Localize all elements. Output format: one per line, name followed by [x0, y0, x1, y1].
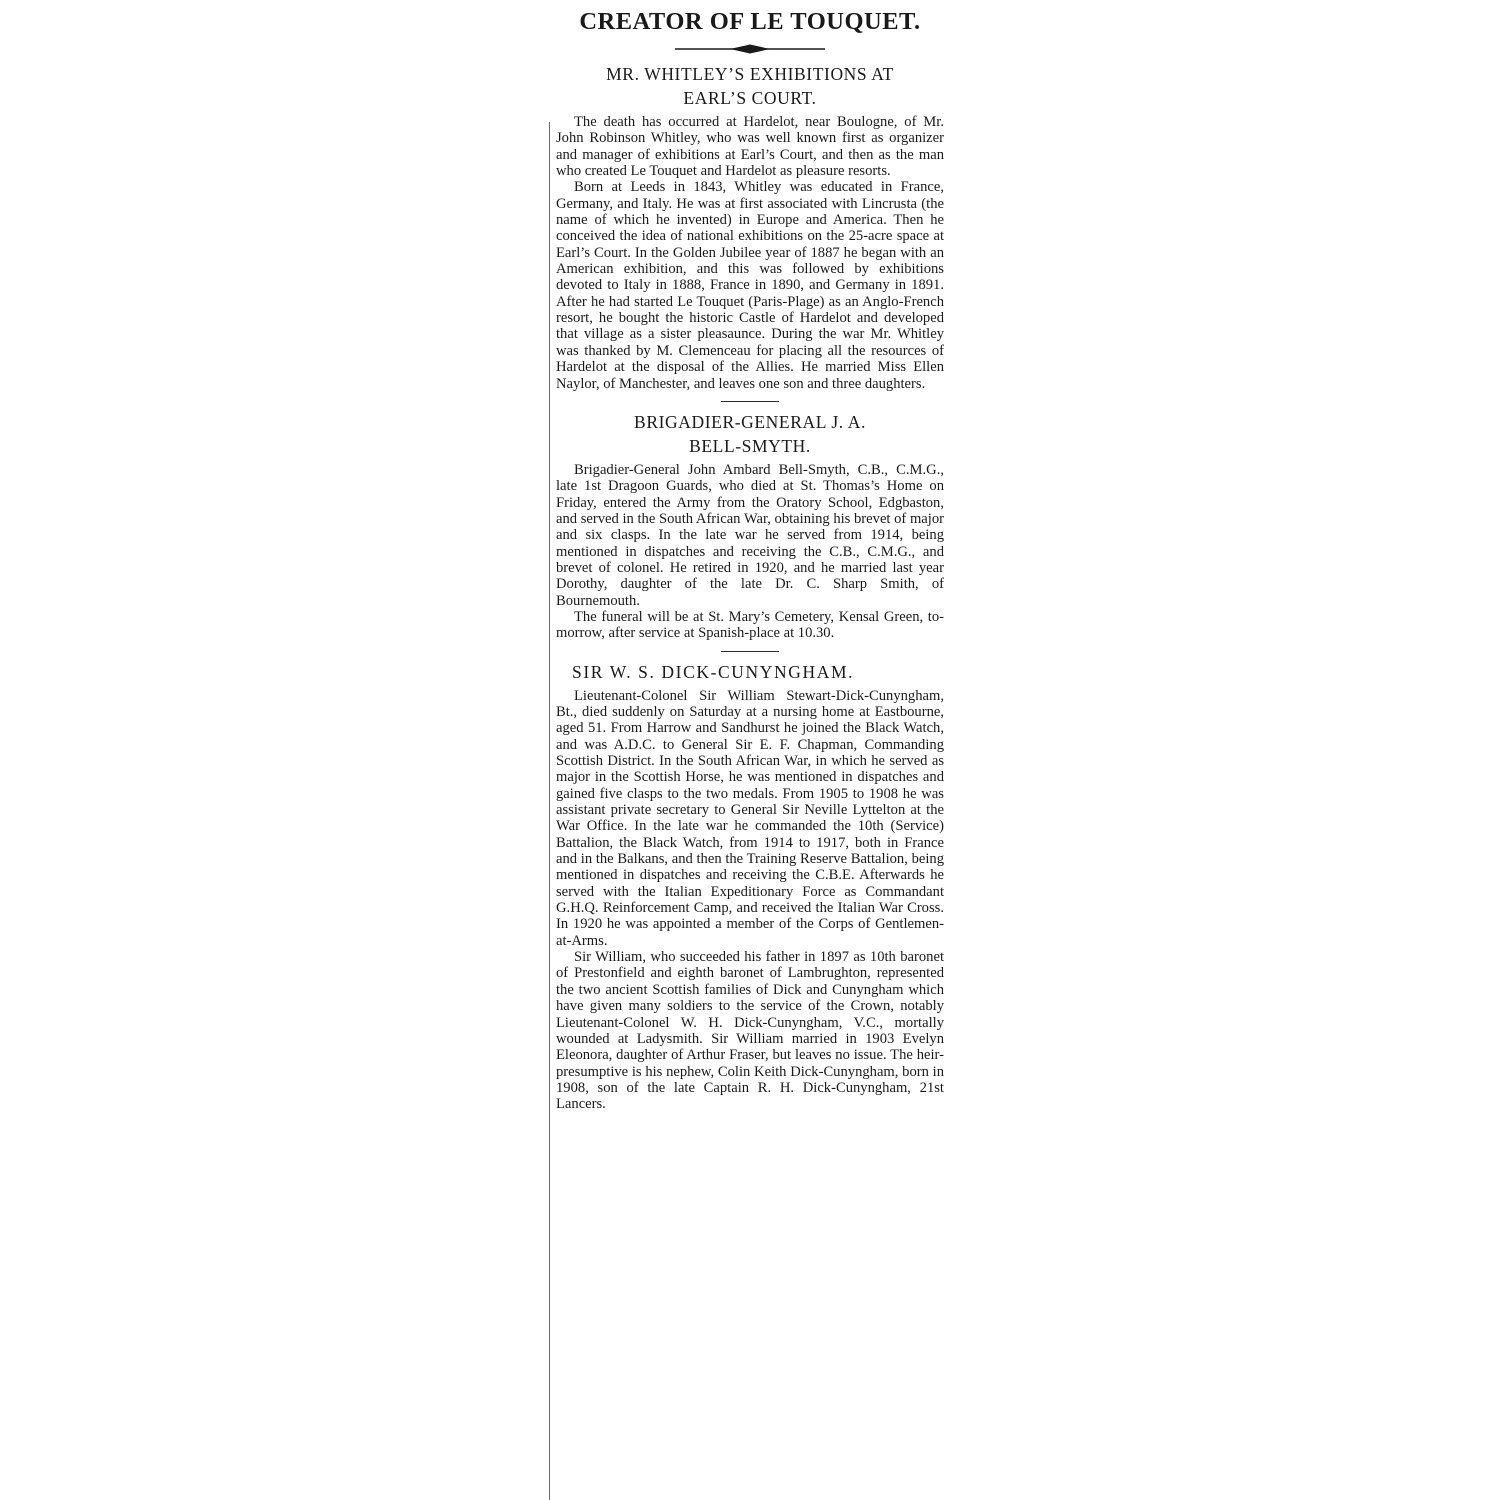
main-headline: CREATOR OF LE TOUQUET. [579, 8, 921, 35]
obituary-dick-cunyngham [556, 660, 944, 1113]
section-heading [556, 62, 944, 110]
paragraph: Sir William, who succeeded his father in 1897 as 10th baronet of Prestonfield and eighth baronet of Lambrughton, represented the two ancient Scottish families of Dick and Cunyngham which have given many soldiers to the service of the Crown, notably Lieutenant-Colonel W. H. Dick-Cunyngham, V.C., mortally wounded at Ladysmith. Sir William married in 1903 Evelyn Eleonora, daughter of Arthur Fraser, but leaves no issue. The heir-presumptive is his nephew, Colin Keith Dick-Cunyngham, born in 1908, son of the late Captain R. H. Dick-Cunyngham, 21st Lancers. [556, 949, 944, 1113]
section-heading [556, 410, 944, 458]
paragraph: The funeral will be at St. Mary’s Cemetery, Kensal Green, to-morrow, after service at Spanish-place at 10.30. [556, 608, 944, 642]
section-heading-line: BRIGADIER-GENERAL J. A. [634, 411, 866, 432]
section-divider [721, 401, 779, 402]
obituary-column [556, 4, 944, 1113]
headline-ornament [675, 44, 825, 54]
paragraph: Lieutenant-Colonel Sir William Stewart-Dick-Cunyngham, Bt., died suddenly on Saturday at a nursing home at Eastbourne, aged 51. From Harrow and Sandhurst he joined the Black Watch, and was A.D.C. to General Sir E. F. Chapman, Commanding Scottish District. In the South African War, in which he served as major in the Scottish Horse, he was mentioned in dispatches and gained five clasps to the two medals. From 1905 to 1908 he was assistant private secretary to General Sir Neville Lyttelton at the War Office. In the late war he commanded the 10th (Service) Battalion, the Black Watch, from 1914 to 1917, both in France and in the Balkans, and then the Training Reserve Battalion, being mentioned in dispatches and receiving the C.B.E. Afterwards he served with the Italian Expeditionary Force as Commandant G.H.Q. Reinforcement Camp, and received the Italian War Cross. In 1920 he was appointed a member of the Corps of Gentlemen-at-Arms. [556, 687, 944, 949]
section-heading [556, 660, 944, 684]
paragraph: The death has occurred at Hardelot, near Boulogne, of Mr. John Robinson Whitley, who was well known first as organizer and manager of exhibitions at Earl’s Court, and then as the man who created Le Touquet and Hardelot as pleasure resorts. [556, 114, 944, 180]
obituary-whitley [556, 62, 944, 392]
paragraph: Born at Leeds in 1843, Whitley was educated in France, Germany, and Italy. He was at first associated with Lincrusta (the name of which he invented) in Europe and America. Then he conceived the idea of national exhibitions on the 25-acre space at Earl’s Court. In the Golden Jubilee year of 1887 he began with an American exhibition, and this was followed by exhibitions devoted to Italy in 1888, France in 1890, and Germany in 1891. After he had started Le Touquet (Paris-Plage) as an Anglo-French resort, he bought the historic Castle of Hardelot and developed that village as a sister pleasaunce. During the war Mr. Whitley was thanked by M. Clemenceau for placing all the resources of Hardelot at the disposal of the Allies. He married Miss Ellen Naylor, of Manchester, and leaves one son and three daughters. [556, 179, 944, 392]
column-rule [549, 122, 550, 1500]
section-divider [721, 651, 779, 652]
section-heading-line: BELL-SMYTH. [689, 435, 811, 456]
paragraph: Brigadier-General John Ambard Bell-Smyth, C.B., C.M.G., late 1st Dragoon Guards, who died at St. Thomas’s Home on Friday, entered the Army from the Oratory School, Edgbaston, and served in the South African War, obtaining his brevet of major and six clasps. In the late war he served from 1914, being mentioned in dispatches and receiving the C.B., C.M.G., and brevet of colonel. He retired in 1920, and he married last year Dorothy, daughter of the late Dr. C. Sharp Smith, of Bournemouth. [556, 461, 944, 609]
section-heading-line: MR. WHITLEY’S EXHIBITIONS AT [606, 64, 894, 84]
obituary-bell-smyth [556, 410, 944, 642]
section-heading-line: SIR W. S. DICK-CUNYNGHAM. [572, 661, 855, 682]
section-heading-line: EARL’S COURT. [683, 88, 817, 108]
